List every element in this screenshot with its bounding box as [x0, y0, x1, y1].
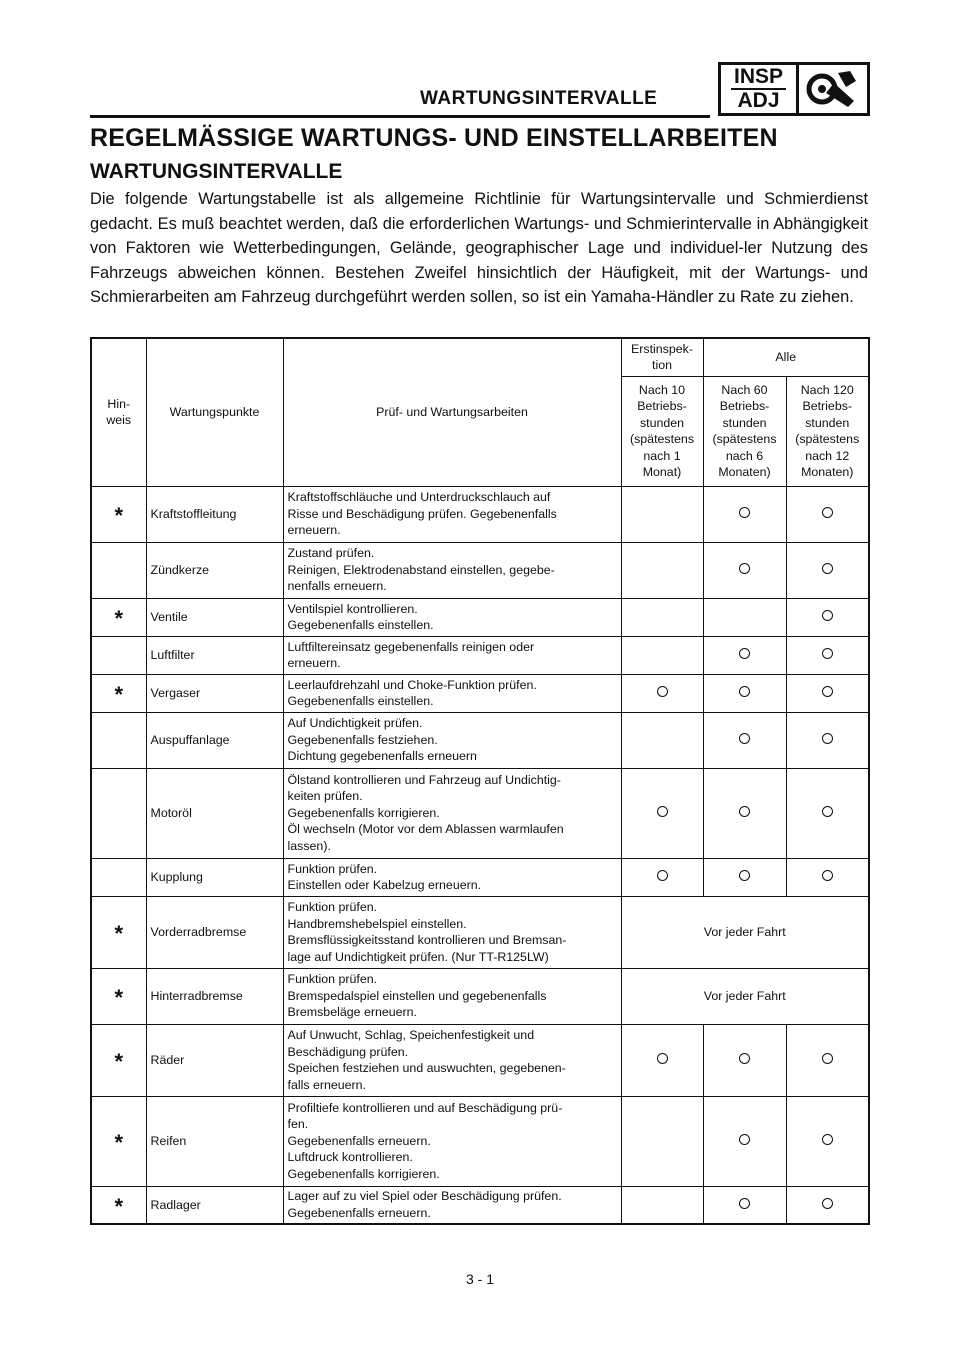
insp-adj-badge: [718, 62, 870, 116]
maintenance-work: Auf Undichtigkeit prüfen. Gegebenenfalls festziehen. Dichtung gegebenenfalls erneuern: [283, 712, 621, 768]
maintenance-work: Lager auf zu viel Spiel oder Beschädigung prüfen. Gegebenenfalls erneuern.: [283, 1186, 621, 1224]
interval-cell-10h: [621, 1186, 703, 1224]
interval-cell-60h: [703, 542, 786, 598]
interval-cell-10h: [621, 1024, 703, 1096]
maintenance-item: Zündkerze: [146, 542, 283, 598]
interval-cell-120h: [786, 768, 869, 858]
interval-cell-60h: [703, 598, 786, 636]
check-circle-icon: [822, 1053, 833, 1064]
interval-cell-10h: [621, 636, 703, 674]
table-row: [91, 1024, 869, 1096]
interval-every-ride: Vor jeder Fahrt: [621, 968, 869, 1024]
interval-cell-10h: [621, 542, 703, 598]
check-circle-icon: [739, 507, 750, 518]
check-circle-icon: [822, 686, 833, 697]
wrench-icon: [799, 65, 867, 113]
intro-paragraph: Die folgende Wartungstabelle ist als allgemeine Richtlinie für Wartungsintervalle und Schmierdienst gedacht. Es muß beachtet werden, daß die erforderlichen Wartungs- und Schmierintervalle in Abhängigkeit von Faktoren wie Wetterbedingungen, Gelände, geographischer Lage und individuel-ler Nutzung des Fahrzeugs abweichen können. Bestehen Zweifel hinsichtlich der Häufigkeit, mit der Wartungs- und Schmierarbeiten am Fahrzeug durchgeführt werden sollen, so ist ein Yamaha-Händler zu Rate zu ziehen.: [90, 190, 868, 306]
check-circle-icon: [739, 648, 750, 659]
check-circle-icon: [822, 563, 833, 574]
interval-cell-120h: [786, 1186, 869, 1224]
note-cell: [91, 674, 146, 712]
section-header-title: WARTUNGSINTERVALLE: [420, 88, 658, 109]
interval-cell-60h: [703, 1096, 786, 1186]
check-circle-icon: [822, 648, 833, 659]
interval-cell-10h: [621, 486, 703, 542]
col-header-120h: Nach 120 Betriebs- stunden (spätestens nach 12 Monaten): [786, 376, 869, 486]
col-header-work: Prüf- und Wartungsarbeiten: [283, 338, 621, 486]
badge-adj-text: ADJ: [737, 89, 780, 112]
interval-cell-60h: [703, 1024, 786, 1096]
maintenance-table: [90, 337, 870, 1225]
table-row: [91, 858, 869, 896]
page-title: REGELMÄSSIGE WARTUNGS- UND EINSTELLARBEITEN: [90, 124, 778, 152]
check-circle-icon: [739, 733, 750, 744]
asterisk-note: *: [114, 1049, 124, 1075]
note-cell: [91, 712, 146, 768]
maintenance-item: Auspuffanlage: [146, 712, 283, 768]
check-circle-icon: [822, 1198, 833, 1209]
interval-cell-120h: [786, 712, 869, 768]
maintenance-work: Profiltiefe kontrollieren und auf Beschädigung prü- fen. Gegebenenfalls erneuern. Luftdruck kontrollieren. Gegebenenfalls korrigieren.: [283, 1096, 621, 1186]
table-row: [91, 636, 869, 674]
maintenance-work: Auf Unwucht, Schlag, Speichenfestigkeit und Beschädigung prüfen. Speichen festziehen und auswuchten, gegebenen- falls erneuern.: [283, 1024, 621, 1096]
interval-every-ride: Vor jeder Fahrt: [621, 896, 869, 968]
interval-cell-10h: [621, 768, 703, 858]
col-header-60h: Nach 60 Betriebs- stunden (spätestens nach 6 Monaten): [703, 376, 786, 486]
note-cell: [91, 1096, 146, 1186]
check-circle-icon: [739, 1134, 750, 1145]
table-row: [91, 674, 869, 712]
maintenance-item: Vorderradbremse: [146, 896, 283, 968]
check-circle-icon: [822, 733, 833, 744]
interval-cell-60h: [703, 768, 786, 858]
check-circle-icon: [822, 1134, 833, 1145]
interval-cell-120h: [786, 542, 869, 598]
interval-cell-10h: [621, 712, 703, 768]
insp-adj-label: [721, 65, 799, 113]
maintenance-item: Hinterradbremse: [146, 968, 283, 1024]
maintenance-work: Kraftstoffschläuche und Unterdruckschlauch auf Risse und Beschädigung prüfen. Gegebenenfalls erneuern.: [283, 486, 621, 542]
interval-cell-120h: [786, 674, 869, 712]
maintenance-item: Ventile: [146, 598, 283, 636]
asterisk-note: *: [114, 682, 124, 708]
interval-cell-60h: [703, 636, 786, 674]
check-circle-icon: [739, 1053, 750, 1064]
interval-cell-10h: [621, 858, 703, 896]
interval-cell-60h: [703, 858, 786, 896]
maintenance-item: Motoröl: [146, 768, 283, 858]
note-cell: [91, 858, 146, 896]
interval-cell-10h: [621, 598, 703, 636]
asterisk-note: *: [114, 1130, 124, 1156]
maintenance-work: Zustand prüfen. Reinigen, Elektrodenabstand einstellen, gegebe- nenfalls erneuern.: [283, 542, 621, 598]
interval-cell-120h: [786, 1024, 869, 1096]
asterisk-note: *: [114, 606, 124, 632]
table-row: [91, 1186, 869, 1224]
interval-cell-120h: [786, 636, 869, 674]
check-circle-icon: [739, 563, 750, 574]
note-cell: [91, 598, 146, 636]
maintenance-item: Räder: [146, 1024, 283, 1096]
check-circle-icon: [739, 806, 750, 817]
maintenance-item: Vergaser: [146, 674, 283, 712]
asterisk-note: *: [114, 503, 124, 529]
maintenance-work: Funktion prüfen. Handbremshebelspiel einstellen. Bremsflüssigkeitsstand kontrollieren und Bremsan- lage auf Undichtigkeit prüfen. (Nur TT-R125LW): [283, 896, 621, 968]
note-cell: [91, 896, 146, 968]
col-header-note: Hin- weis: [91, 338, 146, 486]
check-circle-icon: [657, 870, 668, 881]
interval-cell-120h: [786, 598, 869, 636]
table-row: [91, 486, 869, 542]
check-circle-icon: [739, 1198, 750, 1209]
col-header-first-inspection: Erstinspek- tion: [621, 338, 703, 376]
interval-cell-60h: [703, 674, 786, 712]
check-circle-icon: [822, 507, 833, 518]
col-header-all: Alle: [703, 338, 869, 376]
note-cell: [91, 1024, 146, 1096]
interval-cell-120h: [786, 1096, 869, 1186]
maintenance-work: Leerlaufdrehzahl und Choke-Funktion prüfen. Gegebenenfalls einstellen.: [283, 674, 621, 712]
maintenance-work: Luftfiltereinsatz gegebenenfalls reinigen oder erneuern.: [283, 636, 621, 674]
table-row: [91, 1096, 869, 1186]
check-circle-icon: [822, 870, 833, 881]
badge-insp-text: INSP: [731, 66, 786, 90]
interval-cell-120h: [786, 486, 869, 542]
maintenance-work: Ölstand kontrollieren und Fahrzeug auf Undichtig- keiten prüfen. Gegebenenfalls korrigieren. Öl wechseln (Motor vor dem Ablassen warmlaufen lassen).: [283, 768, 621, 858]
asterisk-note: *: [114, 1194, 124, 1219]
note-cell: [91, 768, 146, 858]
maintenance-item: Reifen: [146, 1096, 283, 1186]
note-cell: [91, 542, 146, 598]
maintenance-work: Ventilspiel kontrollieren. Gegebenenfalls einstellen.: [283, 598, 621, 636]
maintenance-item: Kraftstoffleitung: [146, 486, 283, 542]
check-circle-icon: [822, 806, 833, 817]
table-row: [91, 768, 869, 858]
check-circle-icon: [739, 686, 750, 697]
interval-cell-60h: [703, 712, 786, 768]
check-circle-icon: [657, 806, 668, 817]
interval-cell-120h: [786, 858, 869, 896]
section-subtitle: WARTUNGSINTERVALLE: [90, 160, 343, 183]
interval-cell-10h: [621, 1096, 703, 1186]
table-row: [91, 542, 869, 598]
col-header-item: Wartungspunkte: [146, 338, 283, 486]
table-row: [91, 712, 869, 768]
table-row: [91, 968, 869, 1024]
page-number: 3 - 1: [465, 1271, 494, 1287]
check-circle-icon: [822, 610, 833, 621]
interval-cell-60h: [703, 486, 786, 542]
maintenance-work: Funktion prüfen. Bremspedalspiel einstellen und gegebenenfalls Bremsbeläge erneuern.: [283, 968, 621, 1024]
interval-cell-10h: [621, 674, 703, 712]
header-rule: [90, 115, 710, 118]
note-cell: [91, 1186, 146, 1224]
maintenance-item: Radlager: [146, 1186, 283, 1224]
table-row: [91, 598, 869, 636]
maintenance-item: Luftfilter: [146, 636, 283, 674]
check-circle-icon: [657, 1053, 668, 1064]
maintenance-item: Kupplung: [146, 858, 283, 896]
note-cell: [91, 486, 146, 542]
note-cell: [91, 636, 146, 674]
col-header-10h: Nach 10 Betriebs- stunden (spätestens nach 1 Monat): [621, 376, 703, 486]
note-cell: [91, 968, 146, 1024]
interval-cell-60h: [703, 1186, 786, 1224]
asterisk-note: *: [114, 921, 124, 947]
check-circle-icon: [739, 870, 750, 881]
asterisk-note: *: [114, 985, 124, 1011]
maintenance-work: Funktion prüfen. Einstellen oder Kabelzug erneuern.: [283, 858, 621, 896]
check-circle-icon: [657, 686, 668, 697]
table-row: [91, 896, 869, 968]
